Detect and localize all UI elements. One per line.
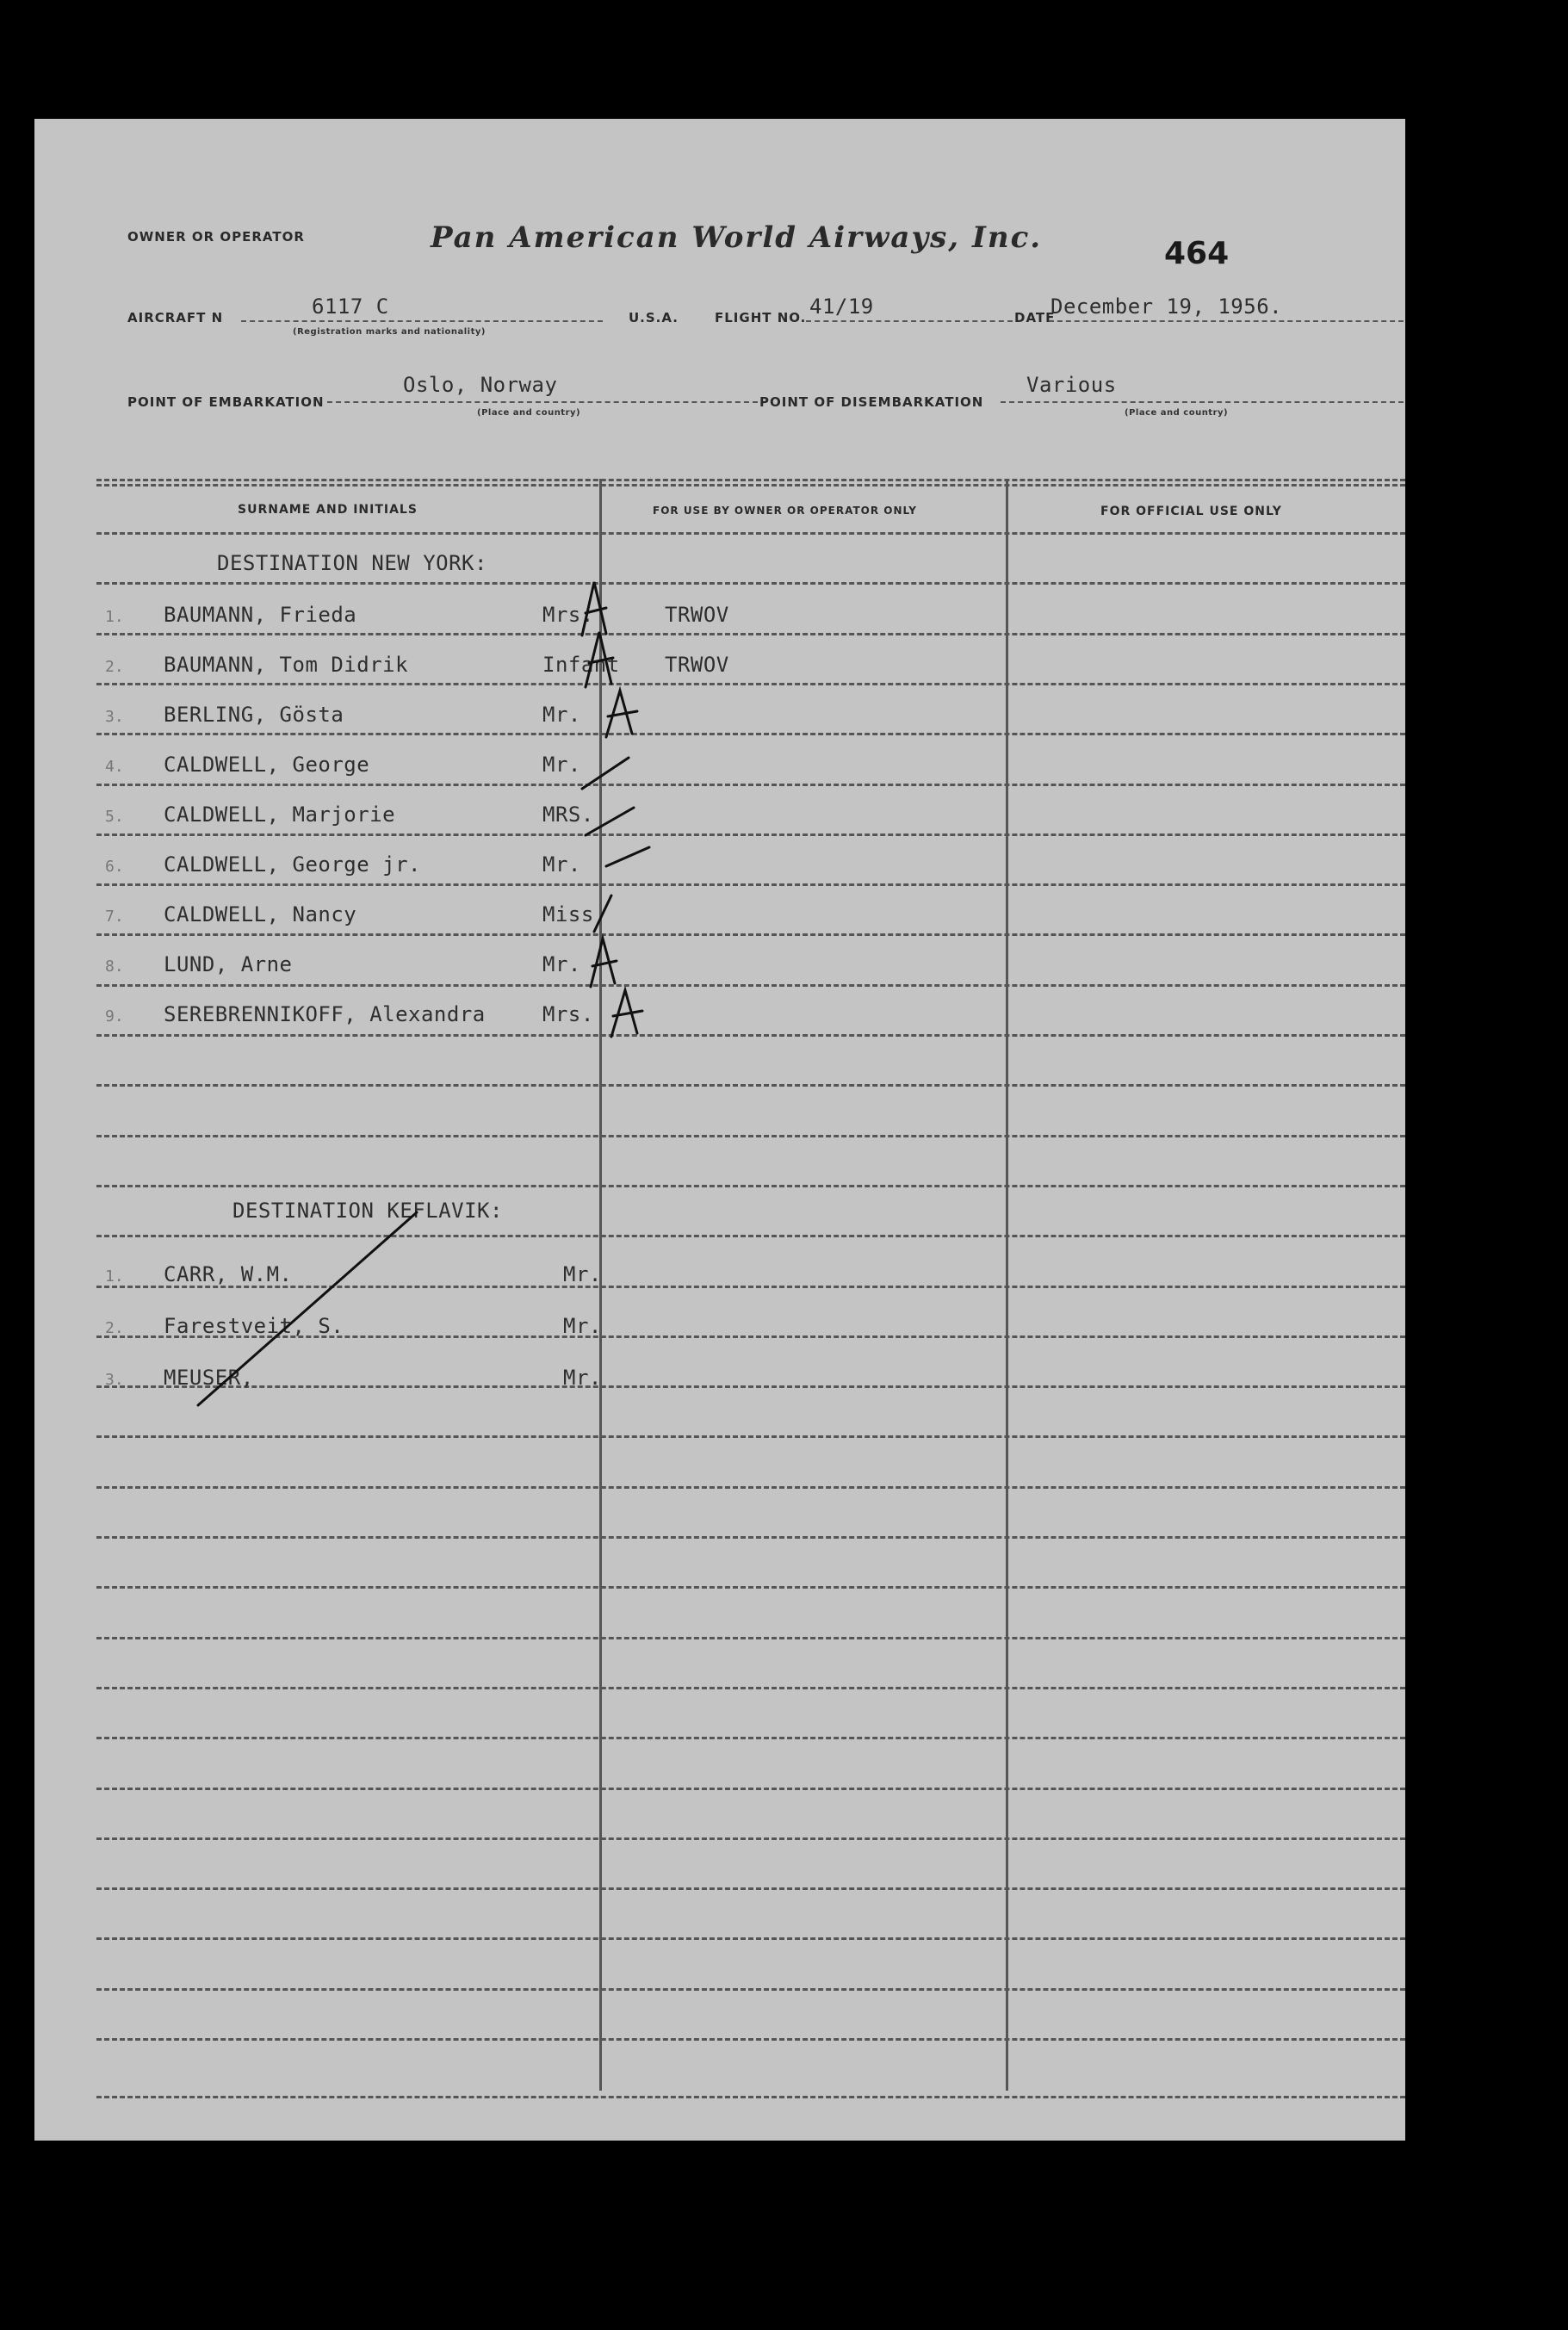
disembark-sub: (Place and country)	[1125, 408, 1229, 418]
disembark-label: POINT OF DISEMBARKATION	[759, 394, 984, 410]
page-number: 464	[1164, 236, 1230, 271]
passenger-name: LUND, Arne	[164, 952, 293, 976]
passenger-title: Mrs.	[542, 1002, 594, 1026]
passenger-title: Mr.	[563, 1262, 602, 1286]
row-number: 4.	[105, 758, 124, 776]
manifest-sheet	[34, 119, 1405, 2141]
check-mark-slash	[582, 758, 629, 789]
row-number: 9.	[105, 1007, 124, 1026]
aircraft-label: AIRCRAFT N	[127, 310, 224, 325]
disembark-value: Various	[1026, 373, 1117, 397]
check-mark-slash	[606, 847, 649, 866]
col-official-use: FOR OFFICIAL USE ONLY	[1100, 505, 1282, 518]
check-mark-slash	[594, 895, 611, 932]
passenger-name: CARR, W.M.	[164, 1262, 293, 1286]
date-value: December 19, 1956.	[1050, 294, 1283, 319]
passenger-name: CALDWELL, George	[164, 753, 370, 777]
registration-sub: (Registration marks and nationality)	[293, 327, 486, 337]
embark-sub: (Place and country)	[477, 408, 581, 418]
row-number: 1.	[105, 608, 124, 626]
passenger-title: Infant	[542, 653, 620, 677]
passenger-name: CALDWELL, Nancy	[164, 902, 357, 926]
passenger-name: BERLING, Gösta	[164, 703, 344, 727]
embark-label: POINT OF EMBARKATION	[127, 394, 325, 410]
row-number: 6.	[105, 858, 124, 876]
passenger-name: BAUMANN, Frieda	[164, 603, 357, 627]
passenger-name: CALDWELL, George jr.	[164, 852, 421, 877]
handwritten-marks	[34, 119, 1405, 2141]
col-owner-use: FOR USE BY OWNER OR OPERATOR ONLY	[653, 505, 917, 517]
row-number: 2.	[105, 658, 124, 676]
row-number: 3.	[105, 708, 124, 726]
check-mark-slash	[586, 808, 634, 835]
passenger-name: SEREBRENNIKOFF, Alexandra	[164, 1002, 486, 1026]
passenger-title: MRS.	[542, 802, 594, 827]
passenger-note: TRWOV	[665, 653, 729, 677]
check-mark-a	[606, 691, 637, 737]
check-mark-a	[586, 632, 613, 687]
strike-line	[198, 1212, 417, 1405]
check-mark-a	[582, 582, 606, 635]
row-number: 3.	[105, 1371, 124, 1389]
owner-label: OWNER OR OPERATOR	[127, 229, 305, 245]
passenger-title: Mr.	[542, 852, 581, 877]
row-number: 5.	[105, 808, 124, 826]
passenger-name: MEUSER,	[164, 1366, 254, 1390]
passenger-name: Farestveit, S.	[164, 1314, 344, 1338]
check-mark-a	[611, 990, 642, 1037]
passenger-name: CALDWELL, Marjorie	[164, 802, 396, 827]
flight-value: 41/19	[809, 294, 874, 319]
passenger-title: Mr.	[542, 753, 581, 777]
embark-value: Oslo, Norway	[403, 373, 558, 397]
check-mark-a	[591, 939, 617, 987]
section-heading-keflavik: DESTINATION KEFLAVIK:	[232, 1199, 503, 1223]
section-heading-new-york: DESTINATION NEW YORK:	[217, 551, 487, 575]
airline-name: Pan American World Airways, Inc.	[431, 220, 1043, 255]
passenger-title: Mr.	[542, 952, 581, 976]
row-number: 2.	[105, 1319, 124, 1337]
row-number: 7.	[105, 908, 124, 926]
passenger-title: Mr.	[563, 1314, 602, 1338]
col-surname: SURNAME AND INITIALS	[238, 503, 418, 517]
passenger-title: Mr.	[563, 1366, 602, 1390]
aircraft-value: 6117 C	[312, 294, 389, 319]
row-number: 1.	[105, 1267, 124, 1286]
flight-label: FLIGHT NO.	[715, 310, 807, 325]
passenger-name: BAUMANN, Tom Didrik	[164, 653, 409, 677]
row-number: 8.	[105, 957, 124, 976]
passenger-title: Mr.	[542, 703, 581, 727]
passenger-title: Miss	[542, 902, 594, 926]
date-label: DATE	[1014, 310, 1056, 325]
usa-label: U.S.A.	[629, 310, 679, 325]
passenger-note: TRWOV	[665, 603, 729, 627]
passenger-title: Mrs.	[542, 603, 594, 627]
